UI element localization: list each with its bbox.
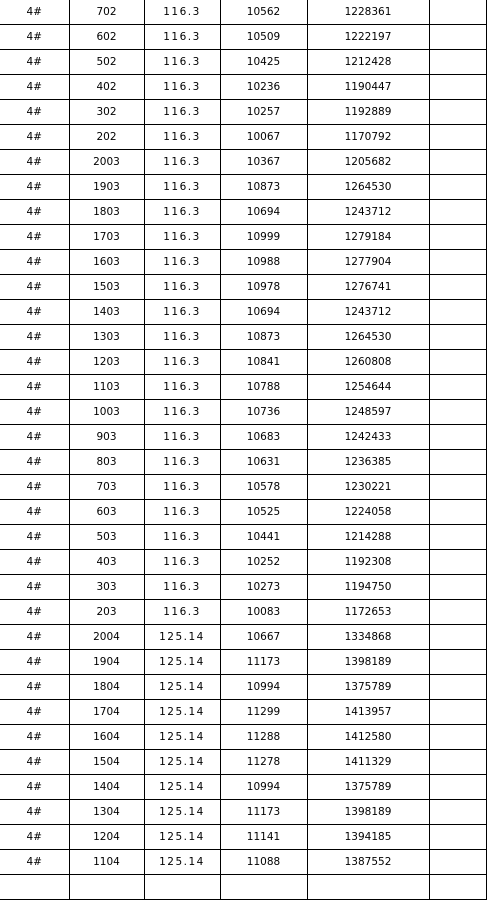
remark-cell (429, 825, 486, 850)
unit-price-cell: 11141 (220, 825, 307, 850)
remark-cell (429, 200, 486, 225)
area-cell: 116.3 (144, 250, 220, 275)
area-cell: 116.3 (144, 600, 220, 625)
unit-number-cell: 203 (69, 600, 144, 625)
building-cell: 4# (0, 475, 69, 500)
unit-price-cell: 10273 (220, 575, 307, 600)
remark-cell (429, 125, 486, 150)
area-cell: 116.3 (144, 325, 220, 350)
unit-number-cell: 1104 (69, 850, 144, 875)
total-price-cell: 1413957 (307, 700, 429, 725)
total-price-cell: 1190447 (307, 75, 429, 100)
building-cell: 4# (0, 175, 69, 200)
unit-number-cell: 703 (69, 475, 144, 500)
remark-cell (429, 650, 486, 675)
unit-price-cell: 10252 (220, 550, 307, 575)
area-cell: 125.14 (144, 850, 220, 875)
total-price-cell: 1254644 (307, 375, 429, 400)
total-price-cell: 1170792 (307, 125, 429, 150)
table-row (0, 325, 486, 350)
unit-number-cell: 1704 (69, 700, 144, 725)
area-cell: 116.3 (144, 475, 220, 500)
area-cell: 116.3 (144, 200, 220, 225)
area-cell (144, 875, 220, 900)
total-price-cell: 1194750 (307, 575, 429, 600)
unit-price-cell: 10994 (220, 775, 307, 800)
building-cell: 4# (0, 200, 69, 225)
area-cell: 116.3 (144, 550, 220, 575)
area-cell: 116.3 (144, 75, 220, 100)
table-row (0, 750, 486, 775)
area-cell: 116.3 (144, 275, 220, 300)
remark-cell (429, 175, 486, 200)
building-cell: 4# (0, 800, 69, 825)
total-price-cell: 1264530 (307, 175, 429, 200)
unit-price-cell: 11173 (220, 800, 307, 825)
total-price-cell: 1205682 (307, 150, 429, 175)
table-row (0, 700, 486, 725)
remark-cell (429, 525, 486, 550)
unit-number-cell: 2003 (69, 150, 144, 175)
table-row (0, 675, 486, 700)
unit-number-cell: 1103 (69, 375, 144, 400)
remark-cell (429, 800, 486, 825)
remark-cell (429, 375, 486, 400)
building-cell: 4# (0, 275, 69, 300)
remark-cell (429, 150, 486, 175)
unit-number-cell (69, 875, 144, 900)
remark-cell (429, 275, 486, 300)
remark-cell (429, 350, 486, 375)
building-cell: 4# (0, 450, 69, 475)
unit-number-cell: 1604 (69, 725, 144, 750)
remark-cell (429, 400, 486, 425)
table-row (0, 550, 486, 575)
table-row (0, 350, 486, 375)
unit-price-cell: 11288 (220, 725, 307, 750)
unit-price-cell: 10994 (220, 675, 307, 700)
unit-price-cell: 10562 (220, 0, 307, 25)
remark-cell (429, 450, 486, 475)
area-cell: 125.14 (144, 675, 220, 700)
table-row (0, 775, 486, 800)
unit-number-cell: 603 (69, 500, 144, 525)
remark-cell (429, 550, 486, 575)
table-row (0, 475, 486, 500)
unit-number-cell: 803 (69, 450, 144, 475)
remark-cell (429, 675, 486, 700)
unit-number-cell: 402 (69, 75, 144, 100)
building-cell: 4# (0, 575, 69, 600)
remark-cell (429, 875, 486, 900)
remark-cell (429, 575, 486, 600)
table-row (0, 25, 486, 50)
unit-price-cell: 10441 (220, 525, 307, 550)
building-cell: 4# (0, 75, 69, 100)
total-price-cell: 1398189 (307, 650, 429, 675)
area-cell: 116.3 (144, 225, 220, 250)
area-cell: 116.3 (144, 575, 220, 600)
table-row (0, 150, 486, 175)
building-cell: 4# (0, 150, 69, 175)
total-price-cell: 1214288 (307, 525, 429, 550)
table-row (0, 300, 486, 325)
building-cell: 4# (0, 650, 69, 675)
building-cell: 4# (0, 775, 69, 800)
remark-cell (429, 750, 486, 775)
total-price-cell: 1398189 (307, 800, 429, 825)
total-price-cell: 1243712 (307, 300, 429, 325)
unit-number-cell: 1203 (69, 350, 144, 375)
total-price-cell: 1224058 (307, 500, 429, 525)
area-cell: 125.14 (144, 650, 220, 675)
remark-cell (429, 50, 486, 75)
building-cell: 4# (0, 500, 69, 525)
area-cell: 125.14 (144, 750, 220, 775)
unit-price-cell: 10788 (220, 375, 307, 400)
unit-number-cell: 503 (69, 525, 144, 550)
table-row (0, 650, 486, 675)
building-cell: 4# (0, 550, 69, 575)
total-price-cell: 1242433 (307, 425, 429, 450)
unit-price-cell: 10067 (220, 125, 307, 150)
remark-cell (429, 250, 486, 275)
table-row (0, 525, 486, 550)
unit-number-cell: 1303 (69, 325, 144, 350)
total-price-cell: 1172653 (307, 600, 429, 625)
unit-price-cell: 10988 (220, 250, 307, 275)
unit-price-cell: 11299 (220, 700, 307, 725)
unit-price-cell: 10694 (220, 300, 307, 325)
area-cell: 116.3 (144, 125, 220, 150)
table-row (0, 375, 486, 400)
remark-cell (429, 325, 486, 350)
table-row (0, 875, 486, 900)
remark-cell (429, 775, 486, 800)
area-cell: 116.3 (144, 525, 220, 550)
building-cell: 4# (0, 525, 69, 550)
remark-cell (429, 600, 486, 625)
building-cell: 4# (0, 425, 69, 450)
remark-cell (429, 100, 486, 125)
table-row (0, 625, 486, 650)
table-row (0, 75, 486, 100)
unit-number-cell: 1703 (69, 225, 144, 250)
unit-number-cell: 1304 (69, 800, 144, 825)
area-cell: 116.3 (144, 300, 220, 325)
building-cell: 4# (0, 700, 69, 725)
unit-price-cell: 10425 (220, 50, 307, 75)
unit-number-cell: 1503 (69, 275, 144, 300)
building-cell (0, 875, 69, 900)
building-cell: 4# (0, 300, 69, 325)
total-price-cell: 1279184 (307, 225, 429, 250)
unit-number-cell: 502 (69, 50, 144, 75)
unit-number-cell: 302 (69, 100, 144, 125)
unit-price-cell: 10683 (220, 425, 307, 450)
unit-price-cell: 10083 (220, 600, 307, 625)
building-cell: 4# (0, 250, 69, 275)
total-price-cell: 1387552 (307, 850, 429, 875)
building-cell: 4# (0, 600, 69, 625)
total-price-cell: 1243712 (307, 200, 429, 225)
table-row (0, 250, 486, 275)
total-price-cell: 1411329 (307, 750, 429, 775)
unit-price-cell: 10367 (220, 150, 307, 175)
total-price-cell: 1212428 (307, 50, 429, 75)
total-price-cell: 1236385 (307, 450, 429, 475)
unit-price-cell: 10736 (220, 400, 307, 425)
total-price-cell: 1228361 (307, 0, 429, 25)
unit-number-cell: 1804 (69, 675, 144, 700)
building-cell: 4# (0, 625, 69, 650)
table-row (0, 50, 486, 75)
table-row (0, 0, 486, 25)
table-row (0, 200, 486, 225)
total-price-cell: 1276741 (307, 275, 429, 300)
total-price-cell: 1394185 (307, 825, 429, 850)
remark-cell (429, 75, 486, 100)
table-row (0, 800, 486, 825)
remark-cell (429, 425, 486, 450)
unit-price-cell: 10509 (220, 25, 307, 50)
building-cell: 4# (0, 400, 69, 425)
unit-price-cell: 11173 (220, 650, 307, 675)
unit-price-cell: 10873 (220, 325, 307, 350)
building-cell: 4# (0, 725, 69, 750)
area-cell: 125.14 (144, 725, 220, 750)
unit-number-cell: 1904 (69, 650, 144, 675)
area-cell: 116.3 (144, 100, 220, 125)
unit-number-cell: 1504 (69, 750, 144, 775)
building-cell: 4# (0, 350, 69, 375)
building-cell: 4# (0, 50, 69, 75)
total-price-cell: 1260808 (307, 350, 429, 375)
area-cell: 125.14 (144, 625, 220, 650)
building-cell: 4# (0, 850, 69, 875)
total-price-cell: 1192308 (307, 550, 429, 575)
unit-number-cell: 1803 (69, 200, 144, 225)
area-cell: 125.14 (144, 700, 220, 725)
area-cell: 116.3 (144, 450, 220, 475)
building-cell: 4# (0, 100, 69, 125)
area-cell: 116.3 (144, 375, 220, 400)
unit-price-cell: 10873 (220, 175, 307, 200)
remark-cell (429, 25, 486, 50)
remark-cell (429, 700, 486, 725)
area-cell: 116.3 (144, 150, 220, 175)
unit-price-cell: 10257 (220, 100, 307, 125)
area-cell: 116.3 (144, 0, 220, 25)
building-cell: 4# (0, 0, 69, 25)
unit-price-cell: 10841 (220, 350, 307, 375)
area-cell: 125.14 (144, 800, 220, 825)
unit-price-cell (220, 875, 307, 900)
table-row (0, 725, 486, 750)
table-row (0, 575, 486, 600)
table-row (0, 825, 486, 850)
table-row (0, 500, 486, 525)
building-cell: 4# (0, 825, 69, 850)
total-price-cell: 1192889 (307, 100, 429, 125)
unit-number-cell: 1903 (69, 175, 144, 200)
area-cell: 116.3 (144, 500, 220, 525)
total-price-cell: 1248597 (307, 400, 429, 425)
table-row (0, 450, 486, 475)
unit-price-cell: 11278 (220, 750, 307, 775)
total-price-cell (307, 875, 429, 900)
unit-price-cell: 10236 (220, 75, 307, 100)
total-price-cell: 1375789 (307, 675, 429, 700)
unit-number-cell: 303 (69, 575, 144, 600)
unit-price-cell: 10667 (220, 625, 307, 650)
total-price-cell: 1222197 (307, 25, 429, 50)
table-row (0, 275, 486, 300)
unit-number-cell: 202 (69, 125, 144, 150)
unit-number-cell: 1403 (69, 300, 144, 325)
area-cell: 116.3 (144, 175, 220, 200)
area-cell: 125.14 (144, 775, 220, 800)
unit-number-cell: 1204 (69, 825, 144, 850)
remark-cell (429, 300, 486, 325)
remark-cell (429, 0, 486, 25)
unit-number-cell: 602 (69, 25, 144, 50)
remark-cell (429, 225, 486, 250)
building-cell: 4# (0, 25, 69, 50)
unit-price-cell: 10978 (220, 275, 307, 300)
remark-cell (429, 475, 486, 500)
unit-number-cell: 1404 (69, 775, 144, 800)
unit-price-cell: 10525 (220, 500, 307, 525)
unit-number-cell: 2004 (69, 625, 144, 650)
unit-price-cell: 10578 (220, 475, 307, 500)
table-row (0, 425, 486, 450)
area-cell: 125.14 (144, 825, 220, 850)
unit-price-cell: 11088 (220, 850, 307, 875)
building-cell: 4# (0, 225, 69, 250)
remark-cell (429, 850, 486, 875)
building-cell: 4# (0, 325, 69, 350)
unit-price-cell: 10999 (220, 225, 307, 250)
building-cell: 4# (0, 675, 69, 700)
area-cell: 116.3 (144, 350, 220, 375)
table-row (0, 225, 486, 250)
total-price-cell: 1334868 (307, 625, 429, 650)
remark-cell (429, 625, 486, 650)
unit-price-cell: 10631 (220, 450, 307, 475)
total-price-cell: 1264530 (307, 325, 429, 350)
building-cell: 4# (0, 125, 69, 150)
unit-number-cell: 1003 (69, 400, 144, 425)
remark-cell (429, 500, 486, 525)
table-row (0, 175, 486, 200)
unit-price-cell: 10694 (220, 200, 307, 225)
remark-cell (429, 725, 486, 750)
total-price-cell: 1412580 (307, 725, 429, 750)
table-row (0, 125, 486, 150)
building-cell: 4# (0, 750, 69, 775)
unit-number-cell: 403 (69, 550, 144, 575)
unit-number-cell: 903 (69, 425, 144, 450)
table-row (0, 850, 486, 875)
area-cell: 116.3 (144, 400, 220, 425)
table-row (0, 400, 486, 425)
area-cell: 116.3 (144, 425, 220, 450)
total-price-cell: 1375789 (307, 775, 429, 800)
area-cell: 116.3 (144, 25, 220, 50)
total-price-cell: 1230221 (307, 475, 429, 500)
unit-number-cell: 702 (69, 0, 144, 25)
total-price-cell: 1277904 (307, 250, 429, 275)
table-row (0, 600, 486, 625)
building-cell: 4# (0, 375, 69, 400)
unit-number-cell: 1603 (69, 250, 144, 275)
area-cell: 116.3 (144, 50, 220, 75)
table-row (0, 100, 486, 125)
